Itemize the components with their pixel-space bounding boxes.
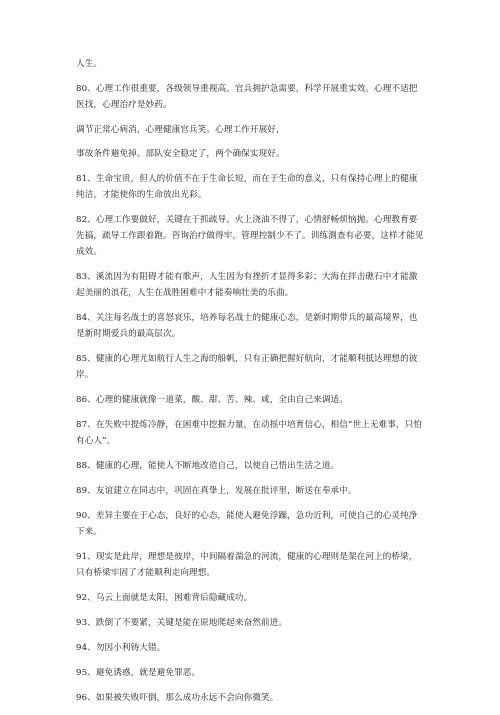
paragraph-20: 96、如果被失败吓倒，那么成功永远不会向你微笑。 (76, 693, 279, 703)
paragraph-12: 88、健康的心理，能使人不断地改造自己，以使自己悟出生活之道。 (76, 461, 340, 471)
paragraph-5: 81、生命宝贵，但人的价值不在于生命长短，而在于生命的意义，只有保持心理上的健康纯洁，才能使你的生命放出光彩。 (76, 174, 418, 200)
paragraph-4: 事故条件避免掉。部队安全稳定了，两个确保实现好。 (76, 149, 285, 159)
paragraph-16: 92、乌云上面就是太阳，困难背后隐藏成功。 (76, 593, 253, 603)
paragraph-13: 89、友谊建立在同志中，巩固在真挚上，发展在批评里，断送在奉承中。 (76, 486, 357, 496)
paragraph-18: 94、勿因小利铸大错。 (76, 643, 166, 653)
paragraph-19: 95、避免诱惑，就是避免罪恶。 (76, 668, 201, 678)
paragraph-8: 84、关注每名战士的喜怒哀乐，培养每名战士的健康心态，是新时期带兵的最高境界，也是新时期爱兵的最高层次。 (76, 313, 418, 339)
paragraph-6: 82、心理工作要做好，关键在于抓疏导。火上浇油不得了，心情舒畅烦恼抛。心理教育要先搞，疏导工作跟着跑。咨询治疗做得牢，管理控制少不了。训练測查有必要，这样才能见成效。 (76, 215, 424, 257)
document-body (76, 56, 426, 715)
paragraph-15: 91、现实是此岸，理想是彼岸，中间隔着湍急的河流，健康的心理则是架在河上的桥梁，只有桥梁牢固了才能顺利走向理想。 (76, 552, 418, 578)
paragraph-11: 87、在失败中提炼冷静，在困难中挖掘力量，在动摇中培育信心，相信“世上无难事，只怕有心人”。 (76, 420, 422, 446)
paragraph-3: 调节正常心病消，心理健康官兵笑。心理工作开展好， (76, 125, 285, 135)
paragraph-17: 93、跌倒了不要紧，关键是能在原地爬起来奋然前进。 (76, 618, 288, 628)
paragraph-10: 86、心理的健康就像一道菜，酸、甜、苦、辣、咸，全由自己来调适。 (76, 395, 348, 405)
paragraph-14: 90、差异主要在于心态，良好的心态，能使人避免浮躁，急功近利，可使自己的心灵纯净下来。 (76, 511, 418, 537)
paragraph-9: 85、健康的心理尤如航行人生之海的船帆，只有正确把握好航向，才能顺利抵达理想的彼岸。 (76, 354, 418, 380)
paragraph-1: 人生。 (76, 59, 103, 69)
paragraph-7: 83、溪流因为有阻碍才能有歌声，人生因为有挫折才显得多彩；大海在拌击礁石中才能激起美丽的浪花，人生在战胜困难中才能奏响壮美的乐曲。 (76, 272, 418, 298)
paragraph-2: 80、心理工作很重要，各级领导重视高。官兵拥护急需要，科学开展重实效。心理不适把医找，心理治疗是妙药。 (76, 84, 418, 110)
